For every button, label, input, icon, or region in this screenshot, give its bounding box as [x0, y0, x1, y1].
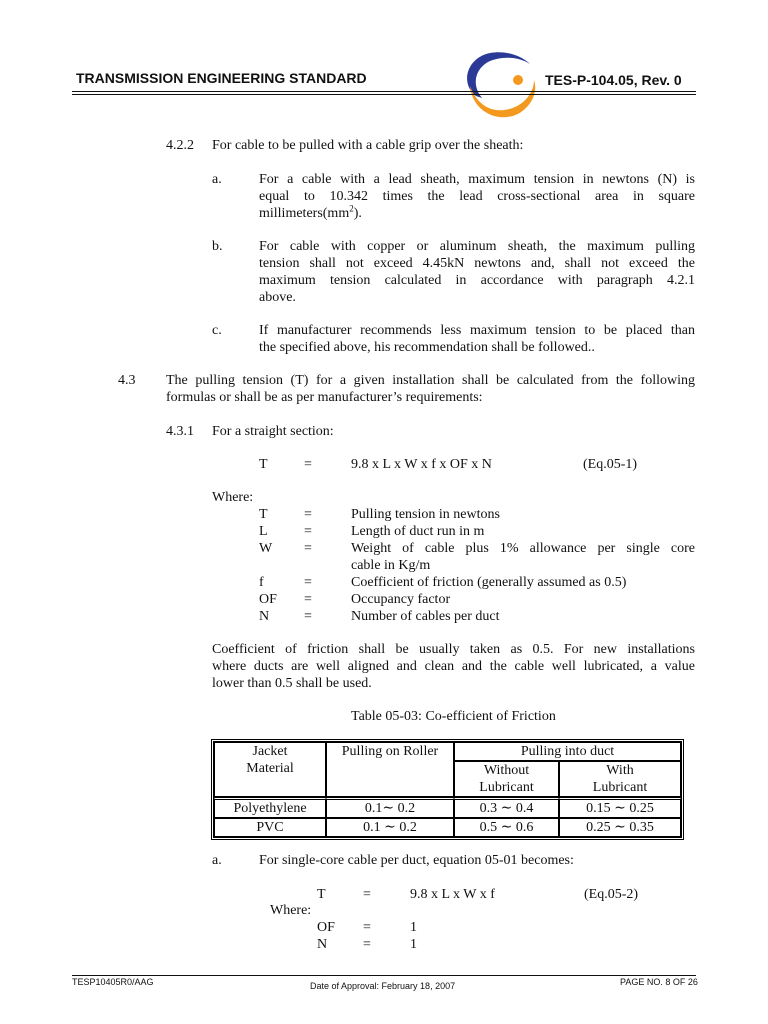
list-item-a-line-2: equal to 10.342 times the lead cross-sectional area in square: [259, 189, 695, 204]
footer-center: Date of Approval: February 18, 2007: [310, 981, 456, 991]
section-text-4-3-1: For a straight section:: [212, 424, 334, 439]
def-desc-W-line-1: Weight of cable plus 1% allowance per single core: [351, 541, 695, 556]
def-sym-T: T: [259, 507, 268, 522]
def-desc-L: Length of duct run in m: [351, 524, 485, 539]
list-item-c-line-2: the specified above, his recommendation shall be followed..: [259, 340, 595, 355]
eq2-equals: =: [363, 887, 371, 902]
friction-paragraph-line-2: where ducts are well aligned and clean and the cable well lubricated, a value: [212, 659, 695, 674]
header-jacket-line-2: Material: [246, 761, 294, 776]
list-item-b-line-3: maximum tension calculated in accordance with paragraph 4.2.1: [259, 273, 695, 288]
superscript: 2: [349, 203, 354, 214]
header-pulling-into-duct: Pulling into duct: [454, 742, 681, 761]
def-sym-W: W: [259, 541, 273, 556]
friction-paragraph-line-3: lower than 0.5 shall be used.: [212, 676, 372, 691]
section-text-4-2-2: For cable to be pulled with a cable grip over the sheath:: [212, 138, 524, 153]
header-rule-2: [72, 94, 696, 95]
def-eq-W: =: [304, 541, 312, 556]
table-row: [214, 818, 681, 837]
list-item-a-line-3: [259, 205, 695, 222]
eq1-lhs: T: [259, 457, 268, 472]
def-eq-OF: =: [304, 592, 312, 607]
section-number-4-3: 4.3: [118, 373, 136, 388]
list-item-c-line-1: If manufacturer recommends less maximum tension to be placed than: [259, 323, 695, 338]
def2-eq-N: =: [363, 937, 371, 952]
header-without-line-2: Lubricant: [479, 780, 534, 795]
list-label-a: a.: [212, 172, 222, 187]
cell-roller: 0.1∼ 0.2: [326, 797, 454, 818]
list-item-a: [259, 171, 695, 222]
def-desc-OF: Occupancy factor: [351, 592, 451, 607]
section-number-4-2-2: 4.2.2: [166, 138, 194, 153]
eq1-equals: =: [304, 457, 312, 472]
eq1-ref: (Eq.05-1): [583, 457, 638, 472]
def2-val-N: 1: [410, 937, 417, 952]
header-jacket-material: [214, 742, 326, 797]
list-item-b: [259, 238, 695, 306]
eq2-lhs: T: [317, 887, 326, 902]
list-item-c: [259, 322, 695, 356]
list-item-a-line-3-end: ).: [353, 206, 362, 221]
section-4-3-line-2: formulas or shall be as per manufacturer’s requirements:: [166, 390, 483, 405]
cell-with: 0.25 ∼ 0.35: [559, 818, 681, 837]
list-label-b: b.: [212, 239, 223, 254]
header-rule: [72, 91, 696, 92]
header-doc-number: TES-P-104.05, Rev. 0: [545, 72, 682, 88]
def2-val-OF: 1: [410, 920, 417, 935]
where-label: Where:: [212, 490, 254, 505]
cell-material: PVC: [214, 818, 326, 837]
def-eq-f: =: [304, 575, 312, 590]
eq1-rhs: 9.8 x L x W x f x OF x N: [351, 457, 492, 472]
header-without-lubricant: [454, 761, 559, 797]
table-caption: Table 05-03: Co-efficient of Friction: [351, 709, 556, 724]
header-with-lubricant: [559, 761, 681, 797]
def-sym-OF: OF: [259, 592, 277, 607]
def-desc-W: [351, 540, 695, 574]
friction-paragraph-line-1: Coefficient of friction shall be usually taken as 0.5. For new installations: [212, 642, 695, 657]
def-sym-f: f: [259, 575, 264, 590]
list-item-b-line-2: tension shall not exceed 4.45kN newtons and, shall not exceed the: [259, 256, 695, 271]
company-logo: [448, 44, 540, 126]
sec-logo-icon: [448, 44, 540, 126]
section-4-3-line-1: The pulling tension (T) for a given installation shall be calculated from the following: [166, 373, 695, 388]
item-a-label: a.: [212, 853, 222, 868]
def-eq-L: =: [304, 524, 312, 539]
list-label-c: c.: [212, 323, 222, 338]
cell-with: 0.15 ∼ 0.25: [559, 797, 681, 818]
section-number-4-3-1: 4.3.1: [166, 424, 194, 439]
table-row: [214, 797, 681, 818]
def2-sym-N: N: [317, 937, 328, 952]
footer-right: PAGE NO. 8 OF 26: [620, 977, 698, 987]
friction-paragraph: [212, 641, 695, 692]
footer-rule: [72, 975, 696, 976]
cell-without: 0.3 ∼ 0.4: [454, 797, 559, 818]
def-desc-W-line-2: cable in Kg/m: [351, 558, 431, 573]
def-eq-N: =: [304, 609, 312, 624]
def2-sym-OF: OF: [317, 920, 335, 935]
list-item-a-line-3-text: millimeters(mm: [259, 206, 350, 221]
header-jacket-line-1: Jacket: [252, 744, 288, 759]
def-sym-N: N: [259, 609, 270, 624]
header-with-line-1: With: [606, 763, 634, 778]
header-title: TRANSMISSION ENGINEERING STANDARD: [76, 70, 367, 86]
header-with-line-2: Lubricant: [592, 780, 648, 795]
cell-roller: 0.1 ∼ 0.2: [326, 818, 454, 837]
header-pulling-on-roller: Pulling on Roller: [326, 742, 454, 797]
item-a-text: For single-core cable per duct, equation 05-01 becomes:: [259, 853, 574, 868]
def-desc-f: Coefficient of friction (generally assumed as 0.5): [351, 575, 627, 590]
where-label-2: Where:: [270, 903, 312, 918]
list-item-b-line-4: above.: [259, 290, 296, 305]
def-eq-T: =: [304, 507, 312, 522]
list-item-a-line-1: For a cable with a lead sheath, maximum tension in newtons (N) is: [259, 172, 695, 187]
footer-left: TESP10405R0/AAG: [72, 977, 154, 987]
cell-material: Polyethylene: [214, 797, 326, 818]
def-desc-T: Pulling tension in newtons: [351, 507, 500, 522]
def2-eq-OF: =: [363, 920, 371, 935]
list-item-b-line-1: For cable with copper or aluminum sheath, the maximum pulling: [259, 239, 695, 254]
section-text-4-3: [166, 372, 695, 406]
eq2-ref: (Eq.05-2): [584, 887, 639, 902]
friction-table: [211, 739, 684, 840]
table-header-row-1: [214, 742, 681, 761]
def-sym-L: L: [259, 524, 268, 539]
header-without-line-1: Without: [483, 763, 530, 778]
def-desc-N: Number of cables per duct: [351, 609, 500, 624]
eq2-rhs: 9.8 x L x W x f: [410, 887, 495, 902]
friction-table-wrap: [211, 739, 684, 840]
cell-without: 0.5 ∼ 0.6: [454, 818, 559, 837]
